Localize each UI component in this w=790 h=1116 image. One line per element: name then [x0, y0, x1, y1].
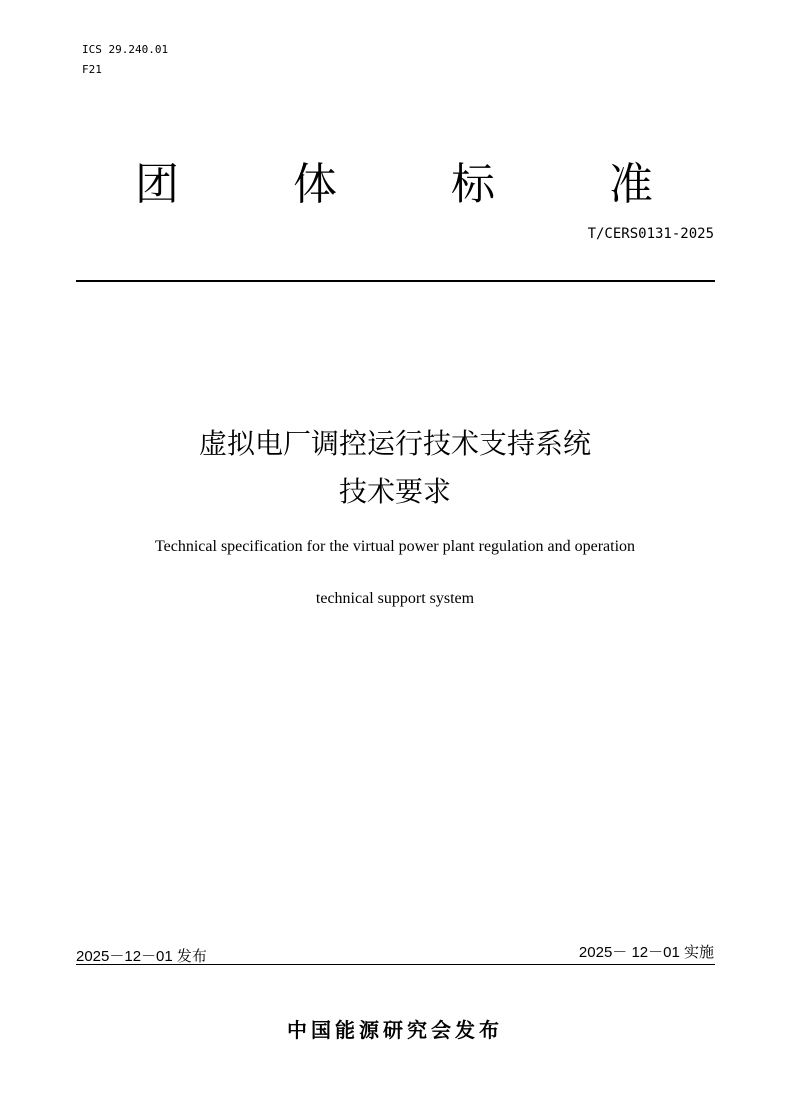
chinese-title-line-2: 技术要求 [338, 475, 451, 508]
publish-date: 2025－12－01 发布 [76, 948, 207, 965]
title-char: 标 [451, 159, 495, 210]
english-title-line-1: Technical specification for the virtual power plant regulation and operation [154, 538, 636, 555]
standard-number: T/CERS0131-2025 [587, 226, 714, 242]
implement-date: 2025－ 12－01 实施 [578, 944, 714, 961]
chinese-title-line-1: 虚拟电厂调控运行技术支持系统 [198, 427, 591, 460]
english-title-line-2: technical support system [315, 590, 475, 607]
issuer: 中国能源研究会发布 [287, 1018, 503, 1042]
ics-code: ICS 29.240.01 [82, 43, 169, 56]
ccs-code: F21 [82, 63, 102, 76]
title-char: 体 [293, 159, 337, 210]
top-divider [76, 280, 715, 282]
document-type-title [135, 155, 653, 215]
title-char: 准 [609, 159, 653, 210]
classification-block [82, 40, 168, 80]
title-char: 团 [135, 159, 179, 210]
bottom-divider [76, 964, 715, 965]
